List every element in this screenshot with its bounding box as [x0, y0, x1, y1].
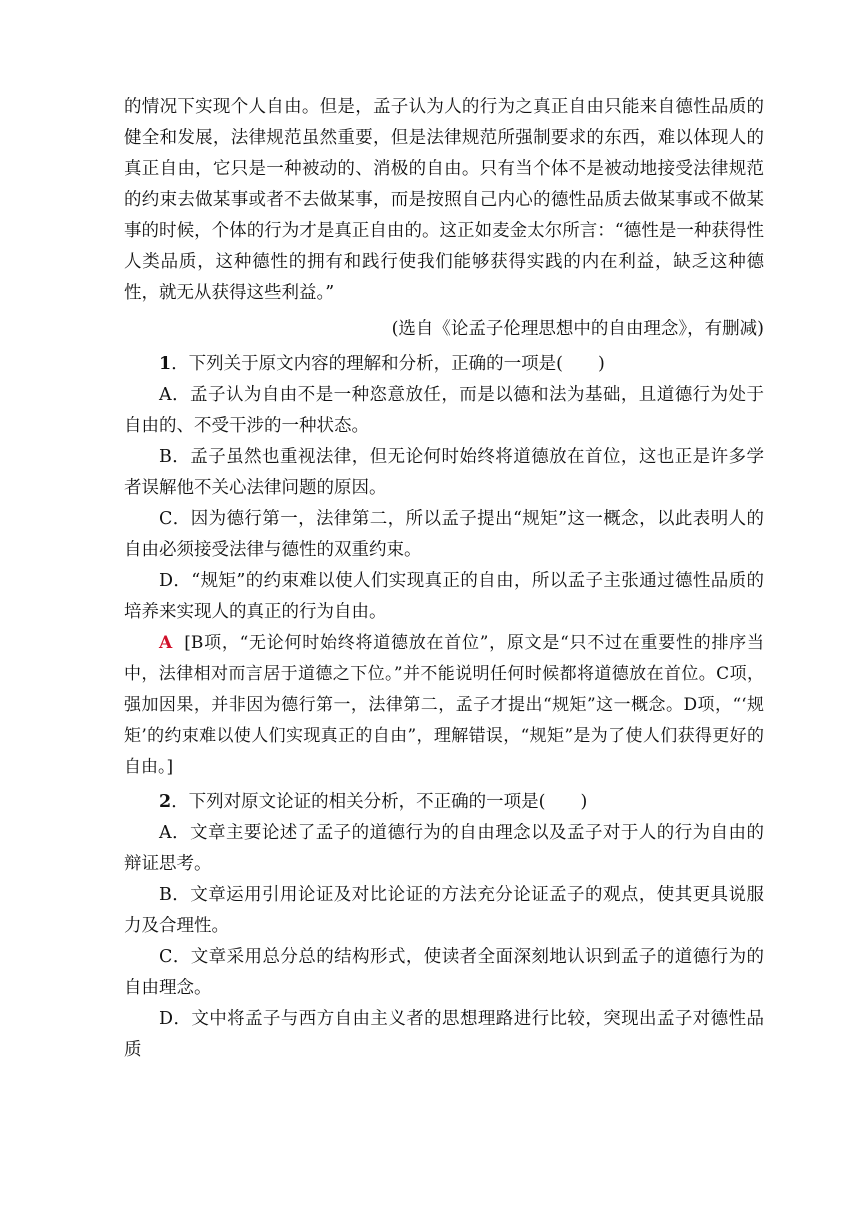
question-1-option-c: C．因为德行第一，法律第二，所以孟子提出“规矩”这一概念，以此表明人的自由必须接受法律与德性的双重约束。 — [124, 509, 764, 560]
question-1-option-b: B．孟子虽然也重视法律，但无论何时始终将道德放在首位，这也正是许多学者误解他不关心法律问题的原因。 — [124, 447, 764, 498]
question-1-text: ．下列关于原文内容的理解和分析，正确的一项是( ) — [171, 354, 605, 374]
question-2-option-d: D．文中将孟子与西方自由主义者的思想理路进行比较，突现出孟子对德性品质 — [124, 1009, 764, 1060]
question-2-option-a: A．文章主要论述了孟子的道德行为的自由理念以及孟子对于人的行为自由的辩证思考。 — [124, 823, 764, 874]
question-2-option-b: B．文章运用引用论证及对比论证的方法充分论证孟子的观点，使其更具说服力及合理性。 — [124, 885, 764, 936]
question-1-option-d: D．“规矩”的约束难以使人们实现真正的自由，所以孟子主张通过德性品质的培养来实现人的真正的行为自由。 — [124, 571, 764, 622]
answer-explanation: [B项，“无论何时始终将道德放在首位”，原文是“只不过在重要性的排序当中，法律相对而言居于道德之下位。”并不能说明任何时候都将道德放在首位。C项，强加因果，并非因为德行第一，法律第二，孟子才提出“规矩”这一概念。D项，“‘规矩’的约束难以使人们实现真正的自由”，理解错误，“规矩”是为了使人们获得更好的自由。] — [124, 633, 764, 777]
passage-source: (选自《论孟子伦理思想中的自由理念》，有删减) — [391, 319, 764, 339]
question-1-answer — [124, 628, 764, 783]
question-2 — [124, 787, 764, 1066]
question-2-stem — [124, 787, 764, 818]
passage-paragraph: 的情况下实现个人自由。但是，孟子认为人的行为之真正自由只能来自德性品质的健全和发展，法律规范虽然重要，但是法律规范所强制要求的东西，难以体现人的真正自由，它只是一种被动的、消极的自由。只有当个体不是被动地接受法律规范的约束去做某事或者不去做某事，而是按照自己内心的德性品质去做某事或不做某事的时候，个体的行为才是真正自由的。这正如麦金太尔所言：“德性是一种获得性人类品质，这种德性的拥有和践行使我们能够获得实践的内在利益，缺乏这种德性，就无从获得这些利益。” — [124, 97, 764, 303]
question-2-number: 2 — [159, 792, 172, 812]
question-1-number: 1 — [159, 354, 172, 374]
document-page — [124, 92, 764, 1066]
question-1 — [124, 349, 764, 783]
answer-letter: A — [159, 633, 173, 653]
question-2-text: ．下列对原文论证的相关分析，不正确的一项是( ) — [171, 792, 588, 812]
question-1-stem — [124, 349, 764, 380]
answer-paragraph — [124, 628, 764, 783]
question-1-option-a: A．孟子认为自由不是一种恣意放任，而是以德和法为基础，且道德行为处于自由的、不受干涉的一种状态。 — [124, 385, 764, 436]
question-2-option-c: C．文章采用总分总的结构形式，使读者全面深刻地认识到孟子的道德行为的自由理念。 — [124, 947, 764, 998]
